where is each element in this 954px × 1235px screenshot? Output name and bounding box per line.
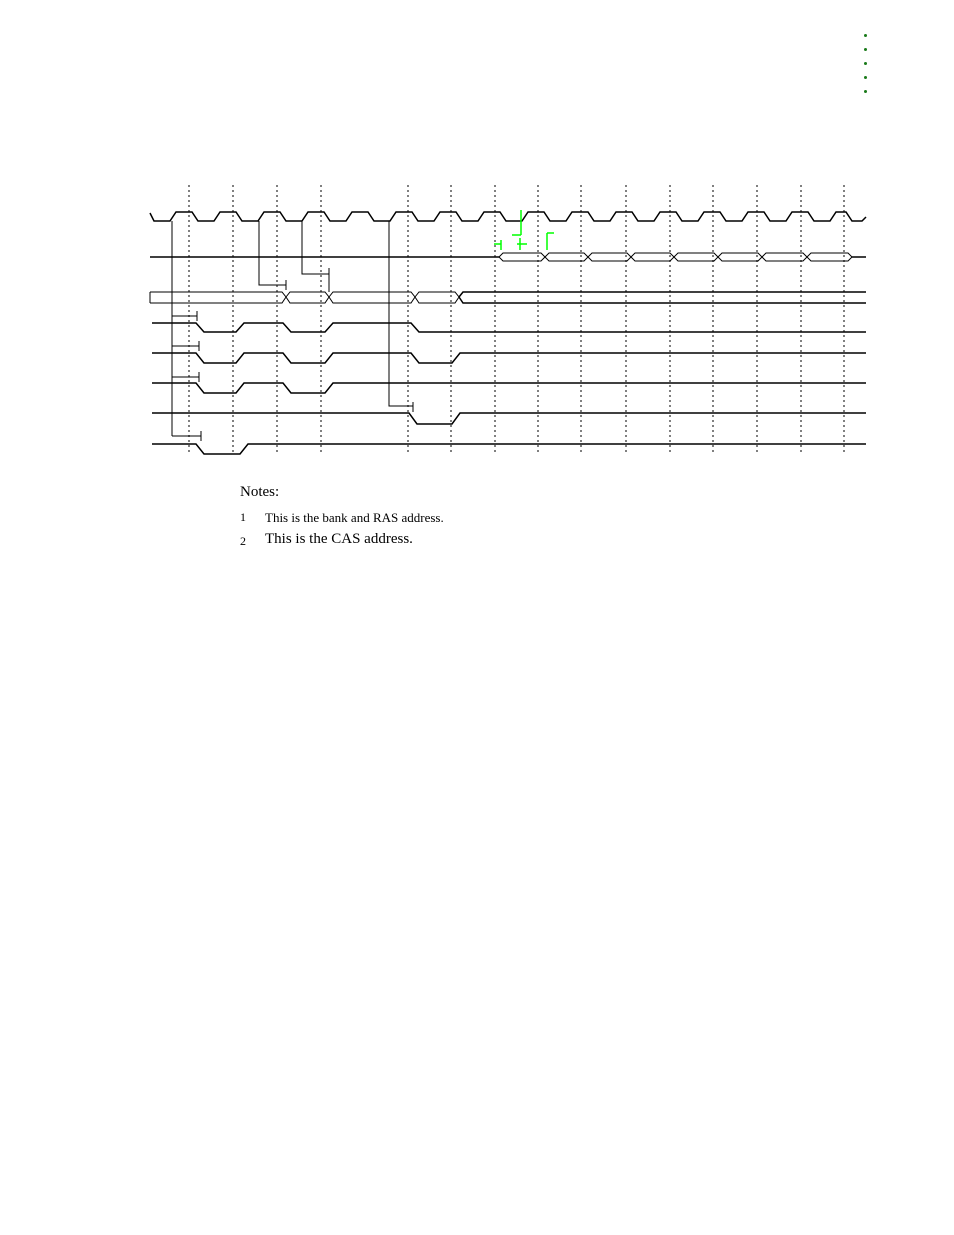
timing-diagram bbox=[0, 0, 954, 480]
signal-4-waveform bbox=[152, 413, 866, 424]
note-number: 1 bbox=[240, 510, 246, 524]
notes-section bbox=[240, 484, 444, 548]
signal-1-waveform bbox=[152, 323, 866, 332]
signal-2-waveform bbox=[152, 353, 866, 363]
notes-title: Notes: bbox=[240, 484, 280, 500]
clock-waveform bbox=[150, 212, 866, 221]
causality-arrows bbox=[172, 221, 413, 441]
data-bus-waveform bbox=[150, 253, 866, 261]
note-text: This is the CAS address. bbox=[265, 531, 413, 547]
gridlines bbox=[189, 185, 844, 455]
signal-3-waveform bbox=[152, 383, 866, 393]
signal-5-waveform bbox=[152, 444, 866, 454]
note-number: 2 bbox=[240, 534, 246, 548]
note-text: This is the bank and RAS address. bbox=[265, 510, 444, 525]
address-bus-waveform bbox=[150, 292, 866, 303]
